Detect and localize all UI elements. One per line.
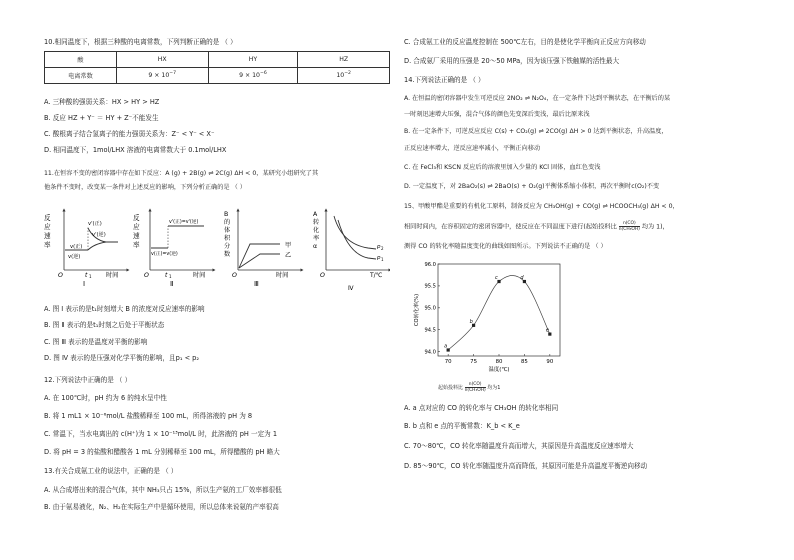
svg-text:时间: 时间: [193, 272, 206, 279]
svg-text:化: 化: [313, 227, 320, 234]
svg-text:T/℃: T/℃: [370, 272, 383, 279]
svg-text:v(正): v(正): [70, 244, 83, 250]
svg-text:t: t: [85, 272, 88, 279]
svg-text:率: 率: [133, 241, 140, 249]
svg-text:1: 1: [169, 274, 172, 279]
chart-ticks: [424, 262, 553, 365]
table-header: HZ: [298, 52, 390, 68]
svg-text:率: 率: [44, 241, 51, 249]
x-tick-label: 80: [495, 359, 503, 365]
y-tick-label: 94.0: [424, 349, 436, 356]
svg-text:应: 应: [44, 223, 51, 231]
q15-stem-1: 15、甲酸甲酯是重要的有机化工原料，制备反应为 CH₃OH(g) + CO(g) ⇌ HCOOCH₃(g) ΔH < 0，: [404, 203, 679, 210]
svg-text:Ⅰ: Ⅰ: [83, 280, 86, 288]
svg-text:α: α: [313, 243, 318, 250]
svg-text:O: O: [58, 272, 63, 279]
data-point-label-d: d: [520, 275, 524, 282]
x-tick-label: 75: [470, 359, 478, 365]
figure-1: [44, 210, 128, 288]
chart-axes: [438, 264, 560, 356]
q15-option-a: A. a 点对应的 CO 的转化率与 CH₃OH 的转化率相同: [404, 404, 559, 412]
q11-option-d: D. 图 Ⅳ 表示的是压强对化学平衡的影响，且p₁ < p₂: [44, 354, 200, 362]
q14-option-b-line2: 正反应速率增大，逆反应速率减小，平衡正向移动: [404, 145, 541, 152]
svg-text:1: 1: [381, 257, 384, 262]
q15-stem-3: 测得 CO 的转化率随温度变化的曲线如图所示。下列说法不正确的是 （ ）: [404, 243, 607, 250]
svg-text:时间: 时间: [106, 272, 119, 279]
svg-text:O: O: [320, 272, 325, 279]
q15-stem-2: 相同时间内，在容积固定的密闭容器中，使反应在不同温度下进行(起始投料比 $\frac{n(CO)}{\text{n(CH₃OH)}}$ 均为 1)，: [404, 221, 669, 232]
svg-text:Ⅱ: Ⅱ: [170, 280, 174, 288]
q14-option-a-line1: A. 在恒温的密闭容器中发生可逆反应 2NO₂ ⇌ N₂O₄，在一定条件下达到平衡状态，在平衡后的某: [404, 95, 671, 102]
q12-option-d: D. 将 pH = 3 的盐酸和醋酸各 1 mL 分别稀释至 100 mL，所得醋酸的 pH 略大: [44, 448, 280, 456]
svg-text:Ⅲ: Ⅲ: [254, 280, 259, 288]
data-point-label-b: b: [469, 318, 473, 325]
q13-option-b: B. 由于氨易液化，N₂、H₂在实际生产中是循环使用，所以总体来说氨的产率很高: [44, 503, 279, 511]
q15-option-c: C. 70～80℃，CO 转化率随温度升高而增大，其原因是升高温度反应速率增大: [404, 442, 634, 450]
svg-text:速: 速: [44, 232, 51, 240]
table-cell: $9 \times 10^{-6}$: [208, 68, 298, 84]
chart-line: [448, 275, 550, 350]
q12-option-b: B. 将 1 mL1 × 10⁻⁶mol/L 盐酸稀释至 100 mL，所得溶液的 pH 为 8: [44, 412, 253, 420]
svg-text:体: 体: [224, 227, 231, 234]
svg-text:Ⅳ: Ⅳ: [348, 285, 354, 292]
svg-text:反: 反: [133, 214, 140, 222]
chart-y-axis-label: CO转化率(%): [414, 293, 420, 327]
svg-text:v(正)=v(逆): v(正)=v(逆): [151, 252, 178, 257]
q10-acid-table: [44, 51, 390, 84]
svg-text:v'(正): v'(正): [88, 221, 102, 227]
table-row: [45, 52, 390, 68]
table-row-label: 电离常数: [45, 68, 117, 84]
q11-option-a: A. 图 Ⅰ 表示的是t₁时刻增大 B 的浓度对反应速率的影响: [44, 305, 205, 313]
table-header: 酸: [45, 52, 117, 68]
q11-figures: [44, 206, 390, 298]
chart-x-axis-label: 温度(℃): [488, 367, 510, 373]
data-point-label-a: a: [444, 343, 448, 350]
figure-3: [224, 210, 302, 288]
svg-text:v'(正)=v'(逆): v'(正)=v'(逆): [169, 220, 199, 225]
svg-text:速: 速: [133, 232, 140, 240]
q10-option-d: D. 相同温度下，1mol/LHX 溶液的电离常数大于 0.1mol/LHX: [44, 146, 227, 154]
q13-option-a: A. 从合成塔出来的混合气体，其中 NH₃只占 15%，所以生产氨的工厂效率都很低: [44, 486, 282, 494]
svg-text:分: 分: [224, 243, 231, 250]
svg-text:积: 积: [224, 235, 231, 242]
q12-option-a: A. 在 100℃时，pH 约为 6 的纯水呈中性: [44, 394, 167, 402]
q15-ratio-fraction: $\frac{n(CO)}{\text{n(CH₃OH)}}$: [618, 221, 640, 232]
svg-text:率: 率: [313, 235, 320, 242]
svg-text:v(逆): v(逆): [68, 254, 81, 260]
y-tick-label: 96.0: [424, 261, 436, 268]
figure-2: [133, 210, 214, 288]
data-point-label-e: e: [545, 327, 549, 334]
q10-option-a: A. 三种酸的强弱关系：HX > HY > HZ: [44, 98, 160, 106]
q13-option-c: C. 合成氨工业的反应温度控制在 500℃左右，目的是使化学平衡向正反应方向移动: [404, 38, 646, 46]
q15-option-b: B. b 点和 e 点的平衡常数：K_b < K_e: [404, 422, 520, 430]
svg-text:O: O: [232, 272, 237, 279]
q15-option-d: D. 85～90℃，CO 转化率随温度升高而降低，其原因可能是升高温度平衡逆向移动: [404, 462, 648, 470]
svg-text:反: 反: [44, 214, 51, 222]
x-tick-label: 70: [444, 359, 452, 365]
svg-text:应: 应: [133, 223, 140, 231]
table-cell: $10^{-2}$: [298, 68, 390, 84]
y-tick-label: 95.5: [424, 283, 436, 290]
q14-option-a-line2: 一时刻迅速增大压强，混合气体的颜色先变深后变浅，最后比原来浅: [404, 111, 590, 118]
q13-option-d: D. 合成氨厂采用的压强是 20～50 MPa，因为该压强下铁触媒的活性最大: [404, 57, 620, 65]
q10-option-b: B. 反应 HZ + Y⁻ ＝ HY + Z⁻不能发生: [44, 114, 159, 122]
q12-option-c: C. 常温下，当水电离出的 c(H⁺)为 1 × 10⁻¹³mol/L 时，此溶液的 pH 一定为 1: [44, 430, 278, 438]
chart-points: [444, 275, 551, 352]
svg-text:p: p: [377, 244, 381, 250]
table-cell: $9 \times 10^{-7}$: [116, 68, 208, 84]
svg-text:转: 转: [313, 219, 320, 226]
svg-text:的: 的: [224, 219, 231, 226]
q14-option-d: D. 一定温度下，对 2BaO₂(s) ⇌ 2BaO(s) + O₂(g)平衡体系缩小体积，再次平衡时c(O₂)不变: [404, 183, 660, 190]
q11-stem-1: 11.在恒容不变的密闭容器中存在如下反应：A (g) + 2B(g) ⇌ 2C(g) ΔH < 0，某研究小组研究了其: [44, 170, 319, 177]
svg-text:时间: 时间: [276, 272, 289, 279]
q14-option-c: C. 在 FeCl₃和 KSCN 反应后的溶液里加入少量的 KCl 固体，血红色变浅: [404, 164, 601, 171]
svg-text:A: A: [313, 211, 318, 218]
y-tick-label: 94.5: [424, 327, 436, 334]
svg-text:数: 数: [224, 251, 231, 258]
svg-text:p: p: [377, 255, 381, 261]
svg-text:v'(逆): v'(逆): [92, 232, 106, 238]
table-header: HY: [208, 52, 298, 68]
q11-option-b: B. 图 Ⅱ 表示的是t₁时刻之后处于平衡状态: [44, 321, 165, 329]
x-tick-label: 90: [546, 359, 554, 365]
svg-text:O: O: [144, 272, 149, 279]
x-tick-label: 85: [520, 359, 528, 365]
co-conversion-chart: [408, 256, 568, 380]
q10-stem: 10.相同温度下，根据三种酸的电离常数，下列判断正确的是 （ ）: [44, 38, 237, 46]
q12-stem: 12.下列说法中正确的是 （ ）: [44, 376, 132, 384]
svg-text:1: 1: [89, 274, 92, 279]
svg-text:2: 2: [381, 246, 384, 251]
chart-curve: [448, 275, 550, 350]
svg-text:甲: 甲: [285, 242, 292, 249]
svg-text:t: t: [165, 272, 168, 279]
y-tick-label: 95.0: [424, 305, 436, 312]
svg-text:B: B: [224, 211, 229, 218]
chart-caption: 起始投料比 $\frac{n(CO)}{\text{n(CH₃OH)}}$ 均为1: [438, 382, 501, 393]
data-point-c: [497, 280, 500, 283]
q11-stem-2: 他条件不变时，改变某一条件对上述反应的影响，下列分析正确的是 （ ）: [44, 184, 246, 191]
table-header: HX: [116, 52, 208, 68]
table-row: [45, 68, 390, 84]
q11-option-c: C. 图 Ⅲ 表示的是温度对平衡的影响: [44, 338, 148, 346]
q14-option-b-line1: B. 在一定条件下，可逆反应反应 C(s) + CO₂(g) ⇌ 2CO(g) ΔH > 0 达到平衡状态，升高温度，: [404, 128, 668, 135]
q10-option-c: C. 酸根离子结合氢离子的能力强弱关系为：Z⁻ < Y⁻ < X⁻: [44, 130, 215, 138]
svg-text:乙: 乙: [285, 252, 292, 259]
figure-4: [313, 210, 390, 292]
q13-stem: 13.有关合成氨工业的说法中，正确的是 （ ）: [44, 467, 178, 475]
data-point-label-c: c: [495, 275, 498, 282]
chart-frame: [438, 264, 560, 356]
q14-stem: 14.下列说法正确的是 （ ）: [404, 76, 485, 84]
